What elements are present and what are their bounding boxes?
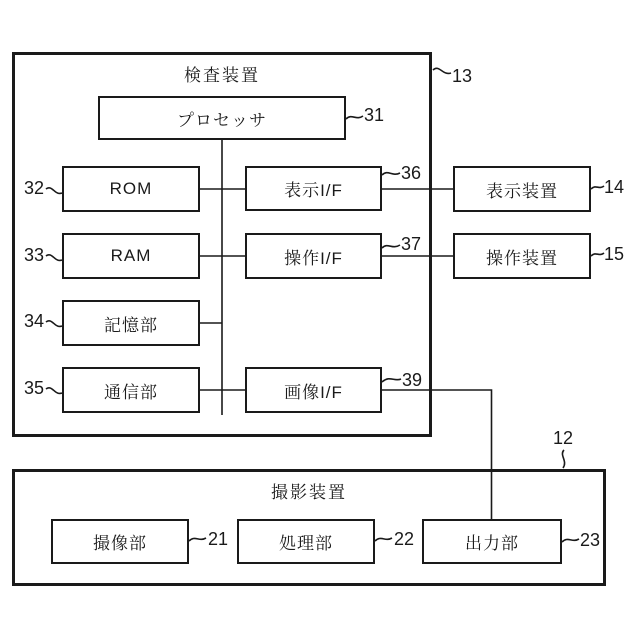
ref-label-36: 36	[401, 163, 422, 183]
ref-label-12: 12	[553, 428, 574, 448]
ref-label-34: 34	[24, 311, 45, 331]
ref-label-22: 22	[394, 529, 415, 549]
ref-label-32: 32	[24, 178, 45, 198]
ref-label-23: 23	[580, 530, 601, 550]
ref-label-21: 21	[208, 529, 229, 549]
image-interface-box: 画像I/F	[245, 367, 382, 413]
processing-unit-box: 処理部	[237, 519, 375, 564]
rom-box: ROM	[62, 166, 200, 212]
ref-label-39: 39	[402, 370, 423, 390]
ram-box: RAM	[62, 233, 200, 279]
operation-interface-box: 操作I/F	[245, 233, 382, 279]
ref-label-31: 31	[364, 105, 385, 125]
imaging-unit-box: 撮像部	[51, 519, 189, 564]
ref-label-13: 13	[452, 66, 473, 86]
display-device-box: 表示装置	[453, 166, 591, 212]
operation-device-box: 操作装置	[453, 233, 591, 279]
leader-line-14	[591, 186, 604, 189]
leader-line-15	[591, 253, 604, 256]
leader-line-13	[433, 68, 451, 73]
output-unit-box: 出力部	[422, 519, 562, 564]
communication-unit-box: 通信部	[62, 367, 200, 413]
inspection-device-title: 検査装置	[184, 66, 260, 85]
processor-box: プロセッサ	[98, 96, 346, 140]
ref-label-33: 33	[24, 245, 45, 265]
display-interface-box: 表示I/F	[245, 166, 382, 211]
storage-unit-box: 記憶部	[62, 300, 200, 346]
ref-label-15: 15	[604, 244, 625, 264]
imaging-device-title: 撮影装置	[271, 483, 347, 502]
ref-label-37: 37	[401, 234, 422, 254]
ref-label-35: 35	[24, 378, 45, 398]
leader-line-12	[562, 450, 564, 468]
ref-label-14: 14	[604, 177, 625, 197]
